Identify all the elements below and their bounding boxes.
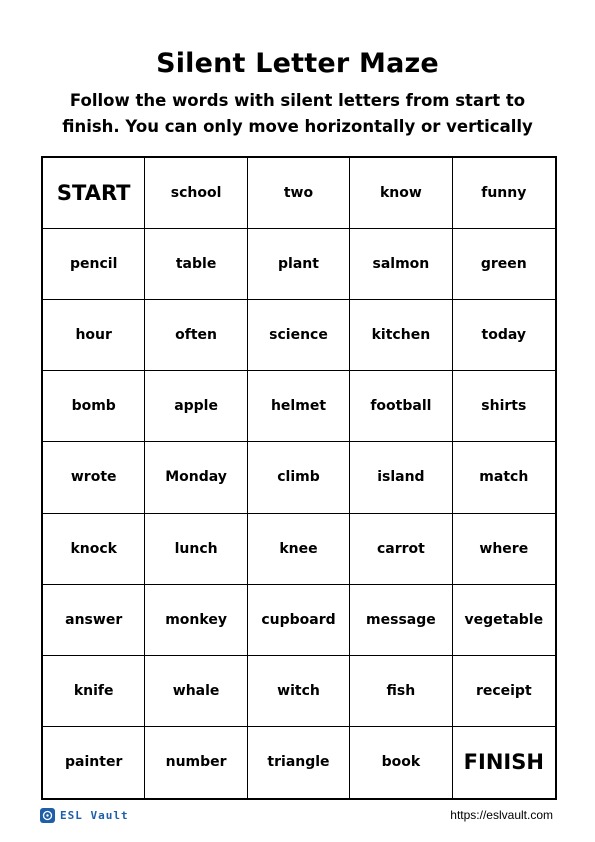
instructions-line-1: Follow the words with silent letters from start to	[69, 91, 526, 110]
maze-cell: receipt	[453, 656, 555, 727]
maze-cell: match	[453, 442, 555, 513]
maze-cell: island	[350, 442, 452, 513]
maze-cell: hour	[43, 300, 145, 371]
instructions-line-2: finish. You can only move horizontally or vertically	[62, 117, 533, 136]
maze-cell: often	[145, 300, 247, 371]
site-url[interactable]: https://eslvault.com	[450, 808, 553, 822]
maze-cell: school	[145, 158, 247, 229]
maze-cell: whale	[145, 656, 247, 727]
maze-cell: plant	[248, 229, 350, 300]
maze-cell: answer	[43, 585, 145, 656]
maze-cell: START	[43, 158, 145, 229]
maze-cell: knee	[248, 514, 350, 585]
maze-cell: salmon	[350, 229, 452, 300]
maze-cell: knock	[43, 514, 145, 585]
maze-cell: monkey	[145, 585, 247, 656]
maze-cell: shirts	[453, 371, 555, 442]
logo-text: ESL Vault	[60, 808, 129, 822]
maze-cell: bomb	[43, 371, 145, 442]
page-title: Silent Letter Maze	[156, 48, 439, 79]
maze-cell: green	[453, 229, 555, 300]
maze-cell: table	[145, 229, 247, 300]
maze-cell: witch	[248, 656, 350, 727]
maze-cell: two	[248, 158, 350, 229]
maze-cell: science	[248, 300, 350, 371]
maze-cell: football	[350, 371, 452, 442]
maze-cell: number	[145, 727, 247, 798]
maze-cell: kitchen	[350, 300, 452, 371]
maze-cell: fish	[350, 656, 452, 727]
maze-cell: painter	[43, 727, 145, 798]
maze-cell: know	[350, 158, 452, 229]
maze-cell: wrote	[43, 442, 145, 513]
instructions	[0, 88, 595, 140]
esl-vault-logo	[40, 806, 129, 824]
maze-cell: carrot	[350, 514, 452, 585]
maze-cell: message	[350, 585, 452, 656]
maze-cell: apple	[145, 371, 247, 442]
maze-cell: funny	[453, 158, 555, 229]
maze-cell: where	[453, 514, 555, 585]
maze-cell: today	[453, 300, 555, 371]
maze-cell: book	[350, 727, 452, 798]
maze-cell: lunch	[145, 514, 247, 585]
maze-cell: knife	[43, 656, 145, 727]
maze-cell: helmet	[248, 371, 350, 442]
maze-cell: FINISH	[463, 750, 544, 775]
maze-cell: vegetable	[453, 585, 555, 656]
maze-cell: pencil	[43, 229, 145, 300]
maze-cell: Monday	[145, 442, 247, 513]
maze-grid	[41, 156, 557, 800]
maze-cell: climb	[248, 442, 350, 513]
maze-cell: triangle	[248, 727, 350, 798]
maze-cell: cupboard	[248, 585, 350, 656]
vault-icon	[40, 808, 55, 823]
